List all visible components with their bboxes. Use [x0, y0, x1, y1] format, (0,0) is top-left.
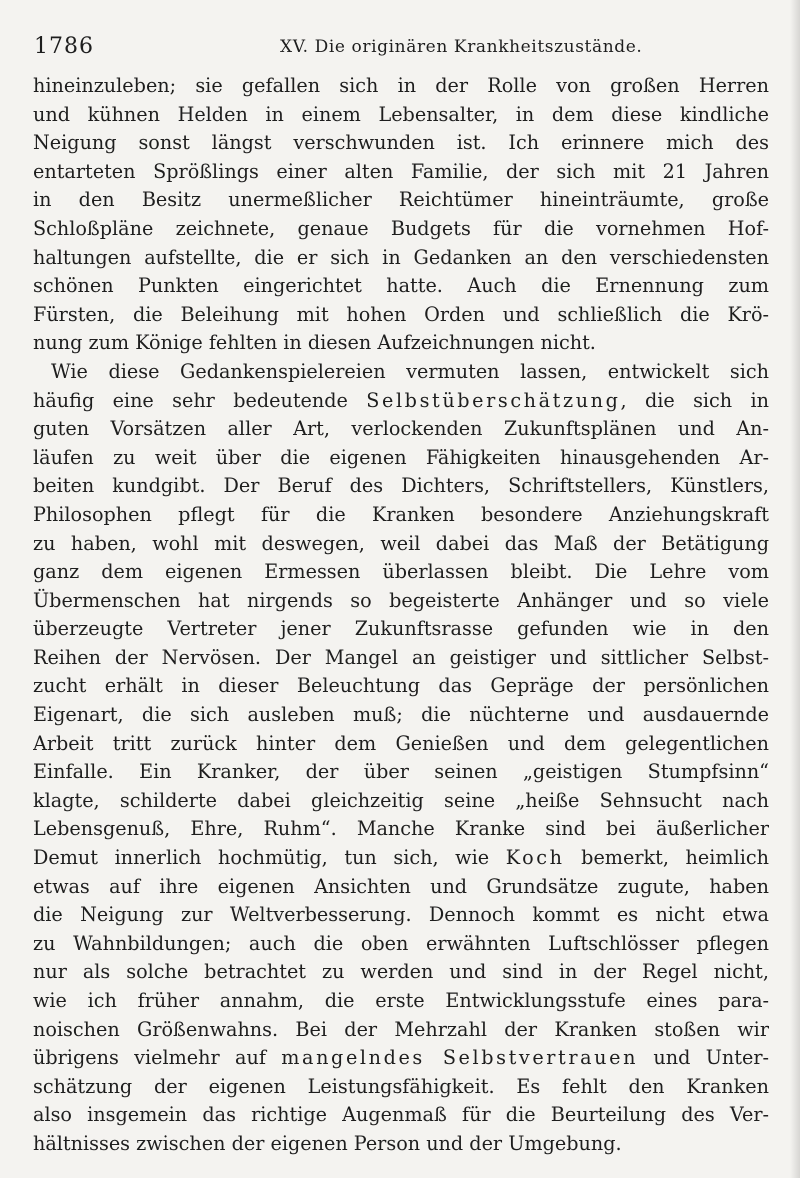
- text-line: [33, 301, 769, 330]
- text-line: [33, 873, 769, 902]
- text-line: [33, 958, 769, 987]
- text-segment: noischen Größenwahns. Bei der Mehrzahl der Kranken stoßen wir: [33, 1017, 769, 1041]
- text-line: [33, 1016, 769, 1045]
- text-segment: entarteten Sprößlings einer alten Familie, der sich mit 21 Jahren: [33, 159, 769, 183]
- text-line: [33, 501, 769, 530]
- text-segment: übrigens vielmehr auf: [33, 1046, 282, 1070]
- text-line: [33, 587, 769, 616]
- text-line: [33, 615, 769, 644]
- text-segment: die Neigung zur Weltverbesserung. Dennoch kommt es nicht etwa: [33, 903, 769, 927]
- text-segment: Fürsten, die Beleihung mit hohen Orden und schließlich die Krö-: [33, 302, 769, 326]
- text-line: [33, 844, 769, 873]
- text-line: [33, 930, 769, 959]
- text-segment: in den Besitz unermeßlicher Reichtümer hineinträumte, große: [33, 188, 769, 212]
- text-line: [33, 158, 769, 187]
- text-line: [33, 987, 769, 1016]
- text-line: [33, 415, 769, 444]
- text-segment: zu haben, wohl mit deswegen, weil dabei das Maß der Betätigung: [33, 531, 769, 555]
- text-segment: Philosophen pflegt für die Kranken besondere Anziehungskraft: [33, 502, 769, 526]
- text-line: [33, 244, 769, 273]
- text-segment: bemerkt, heimlich: [564, 846, 769, 870]
- text-line: [33, 329, 769, 358]
- spaced-emphasis: mangelndes Selbstvertrauen: [281, 1046, 639, 1070]
- text-segment: hineinzuleben; sie gefallen sich in der Rolle von großen Herren: [33, 74, 769, 97]
- text-segment: , die sich in: [620, 388, 769, 412]
- text-segment: nur als solche betrachtet zu werden und sind in der Regel nicht,: [33, 960, 769, 984]
- text-segment: Wie diese Gedankenspielereien vermuten lassen, entwickelt sich: [51, 359, 769, 383]
- text-line: [33, 672, 769, 701]
- text-line: [33, 72, 769, 101]
- body-text: [33, 72, 769, 1159]
- text-segment: haltungen aufstellte, die er sich in Gedanken an den verschiedensten: [33, 245, 769, 269]
- text-line: [33, 530, 769, 559]
- text-line: [33, 701, 769, 730]
- text-segment: klagte, schilderte dabei gleichzeitig seine „heiße Sehnsucht nach: [33, 788, 769, 812]
- text-segment: Lebensgenuß, Ehre, Ruhm“. Manche Kranke sind bei äußerlicher: [33, 817, 769, 841]
- text-segment: häufig eine sehr bedeutende: [33, 388, 367, 412]
- text-segment: hältnisses zwischen der eigenen Person und der Umgebung.: [33, 1131, 622, 1155]
- text-line: [33, 1073, 769, 1102]
- text-line: [33, 787, 769, 816]
- text-line: [33, 358, 769, 387]
- page-header: [34, 34, 764, 64]
- text-segment: wie ich früher annahm, die erste Entwicklungsstufe eines para-: [33, 989, 769, 1012]
- text-segment: überzeugte Vertreter jener Zukunftsrasse gefunden wie in den: [33, 617, 769, 641]
- text-segment: Übermenschen hat nirgends so begeisterte Anhänger und so viele: [33, 588, 769, 612]
- text-line: [33, 387, 769, 416]
- text-segment: nung zum Könige fehlten in diesen Aufzeichnungen nicht.: [33, 331, 596, 355]
- text-line: [33, 444, 769, 473]
- text-segment: schätzung der eigenen Leistungsfähigkeit. Es fehlt den Kranken: [33, 1074, 769, 1098]
- text-segment: guten Vorsätzen aller Art, verlockenden Zukunftsplänen und An-: [33, 417, 769, 441]
- text-segment: Eigenart, die sich ausleben muß; die nüchterne und ausdauernde: [33, 703, 769, 727]
- text-segment: ganz dem eigenen Ermessen überlassen bleibt. Die Lehre vom: [33, 560, 769, 584]
- spaced-emphasis: Selbstüberschätzung: [366, 388, 621, 412]
- text-line: [33, 129, 769, 158]
- text-segment: schönen Punkten eingerichtet hatte. Auch die Ernennung zum: [33, 274, 769, 298]
- running-head: XV. Die originären Krankheitszustände.: [280, 37, 643, 57]
- text-line: [33, 815, 769, 844]
- text-segment: beiten kundgibt. Der Beruf des Dichters, Schriftstellers, Künstlers,: [33, 474, 769, 498]
- text-segment: Schloßpläne zeichnete, genaue Budgets für die vornehmen Hof-: [33, 216, 769, 240]
- text-line: [33, 1130, 769, 1159]
- text-line: [33, 901, 769, 930]
- text-line: [33, 1044, 769, 1073]
- text-line: [33, 558, 769, 587]
- text-segment: Einfalle. Ein Kranker, der über seinen „geistigen Stumpfsinn“: [33, 760, 769, 784]
- page-number: 1786: [34, 34, 94, 59]
- text-segment: zucht erhält in dieser Beleuchtung das Gepräge der persönlichen: [33, 674, 769, 698]
- text-segment: und kühnen Helden in einem Lebensalter, in dem diese kindliche: [33, 102, 769, 126]
- spaced-emphasis: Koch: [505, 846, 565, 870]
- text-line: [33, 101, 769, 130]
- text-line: [33, 186, 769, 215]
- text-line: [33, 644, 769, 673]
- text-line: [33, 272, 769, 301]
- text-line: [33, 758, 769, 787]
- text-segment: Neigung sonst längst verschwunden ist. Ich erinnere mich des: [33, 131, 769, 155]
- text-segment: und Unter-: [638, 1046, 769, 1070]
- text-segment: Reihen der Nervösen. Der Mangel an geistiger und sittlicher Selbst-: [33, 645, 769, 669]
- text-line: [33, 1101, 769, 1130]
- text-segment: also insgemein das richtige Augenmaß für die Beurteilung des Ver-: [33, 1103, 769, 1127]
- text-segment: läufen zu weit über die eigenen Fähigkeiten hinausgehenden Ar-: [33, 445, 769, 469]
- text-segment: Demut innerlich hochmütig, tun sich, wie: [33, 846, 506, 870]
- text-segment: zu Wahnbildungen; auch die oben erwähnten Luftschlösser pflegen: [33, 931, 769, 955]
- text-segment: Arbeit tritt zurück hinter dem Genießen und dem gelegentlichen: [33, 731, 769, 755]
- scan-edge-shadow: [790, 0, 800, 1178]
- text-segment: etwas auf ihre eigenen Ansichten und Grundsätze zugute, haben: [33, 874, 769, 898]
- text-line: [33, 215, 769, 244]
- text-line: [33, 472, 769, 501]
- text-line: [33, 730, 769, 759]
